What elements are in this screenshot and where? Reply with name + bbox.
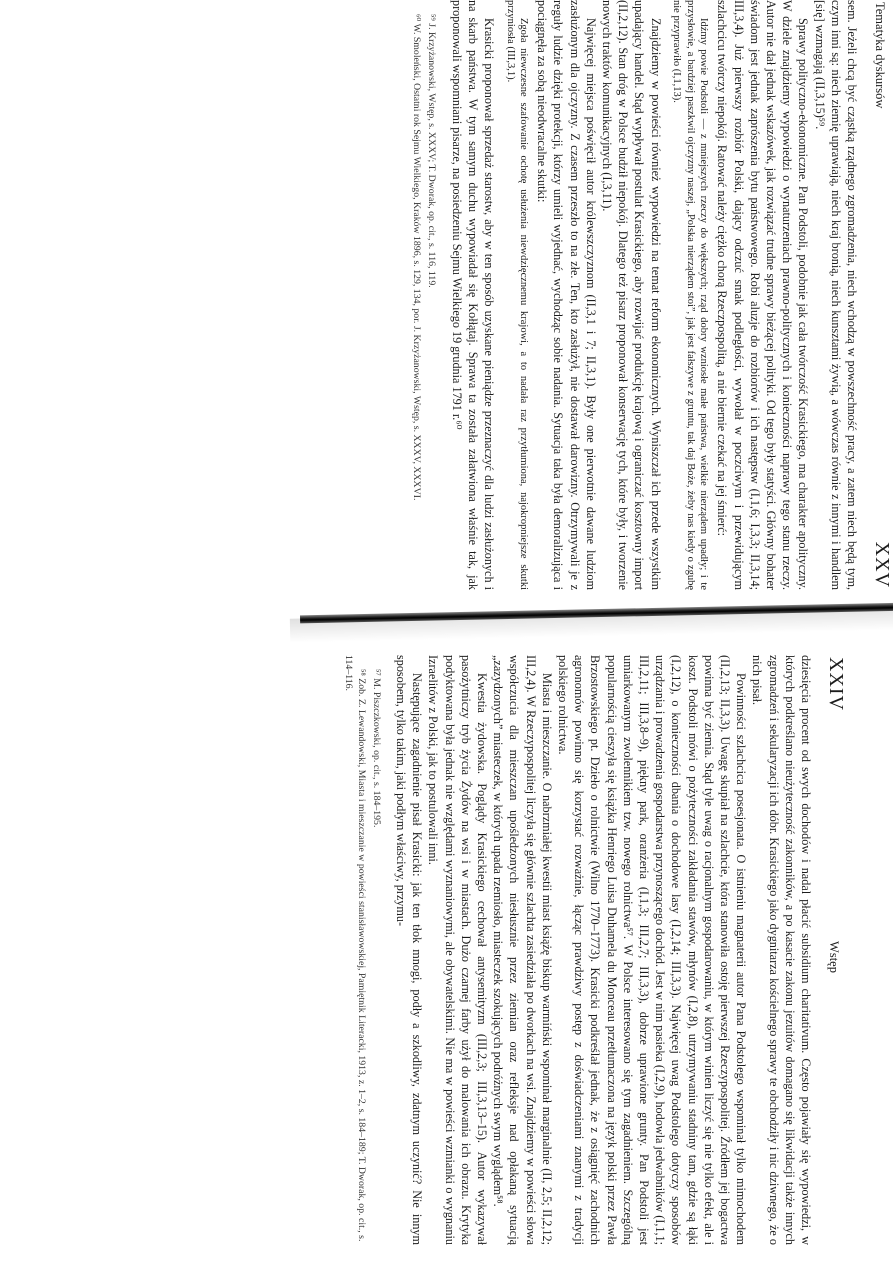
footnote: ⁶⁰ W. Smoleński, Ostatni rok Sejmu Wielkiego, Kraków 1896, s. 129, 134, por. J. Krzyżanowski, Wstęp, s. XXXV, XXXVI.: [411, 14, 423, 501]
paragraph: Sprawy polityczno-ekonomiczne. Pan Podstoli, podobnie jak cała twórczość Krasickiego, ma charakter apolityczny. W dziele znajdziemy wypowiedzi o wynaturzeniach prawno-politycznych i konieczności naprawy tego stanu rzeczy. Autor nie dał jednak wskazówek, jak rozwiązać trudne sprawy bieżącej polityki. Od tego były statyści. Główny bohater świadom jest jednak zaprószenia bytu państwowego. Robi aluzje do rozbiorów i ich następstw (I,1,6; I,3,3; II,3,14; III,3,4). Już pierwszy rozbiór Polski, dający odczuć smak podległości, wywołał w poczciwym i przewidującym szlachcicu twórczy niepokój. Ratować należy ciężko chorą Rzeczpospolitą, a nie biernie czekać na jej śmierć:: [715, 0, 811, 590]
page-number: XXV: [871, 541, 893, 588]
page-xxiv: [67, 655, 847, 1245]
page-body: [393, 655, 814, 1245]
paragraph: Krasicki proponował sprzedaż starostw, aby w ten sposób uzyskane pieniądze przeznaczyć dla ludzi zasłużonych i na skarb państwa. W tym samym duchu wypowiadał się Kołłątaj. Sprawa ta została załatwiona właśnie tak, jak proponowali wspomniani pisarze, na posiedzeniu Sejmu Wielkiego 19 grudnia 1791 r.⁶⁰: [449, 0, 497, 590]
paragraph: Następujące zagadnienie pisał Krasicki: jak ten tłok mnogi, podły a szkodliwy, zdatnym uczynić? Nie innym sposobem, tylko takim, jaki podłym właściwy, przymu-: [393, 655, 425, 1245]
page-header: [870, 0, 893, 590]
footnotes: [410, 0, 438, 590]
paragraph: Znajdziemy w powieści również wypowiedzi na temat reform ekonomicznych. Wyniszczał ich przede wszystkim upadający handel. Stąd wypływał postulat Krasickiego, aby rozwijać produkcję krajową i ograniczać kosztowny import (II,2,12). Stan dróg w Polsce budził niepokój. Dlatego też pisarz proponował konserwację tych, które były, i tworzenie nowych traktów komunikacyjnych (I,3,11).: [600, 0, 663, 590]
footnote: ⁵⁸ Zob. Z. Lewandowski, Miasta i mieszczanie w powieści stanisławowskiej, Pamiętnik Literacki, 1913, z. 1–2, s. 184–189; T. Dworak, op. cit., s. 114–116.: [342, 655, 367, 1242]
page-number: XXIV: [825, 657, 847, 711]
paragraph: Miasta i mieszczanie. O nabrzmiałej kwestii miast książę biskup warmiński wspominał marginalnie (II, 2,5; II,2,12; III,2,4). W Rzeczypospolitej liczyła się głównie szlachta zasiedziała po dworkach na wsi. Znajdziemy w powieści słowa współczucia dla mieszczan upośledzonych niesłusznie przez ziemian oraz refleksje nad opłakaną sytuacją „zazydzonych” miasteczek, w których upada rzemiosło, miasteczek szokujących podróżnych swym wyglądem⁵⁸.: [491, 655, 554, 1245]
footnote: ⁵⁷ M. Piszczkowski, op. cit., s. 184–195.: [370, 669, 382, 828]
running-head: Tematyka dyskursów: [873, 2, 887, 109]
paragraph: dziesięcia procent od swych dochodów i nadal płacić subsidium charitativum. Często pojawiały się wypowiedzi, w których podkreślano nieużyteczność zakonników, a po kasacie zakonu jezuitów domagano się likwidacji także innych zgromadzeń i sekularyzacji ich dóbr. Krasickiego jako dygnitarza kościelnego sprawy te obchodziły i nic dziwnego, że o nich pisał.: [750, 655, 813, 1245]
footnotes: [342, 655, 383, 1245]
paragraph: sem. Jeżeli chcą być cząstką rządnego zgromadzenia, niech wchodzą w powszechność pracy, a zatem niech będą tym, czym inni są: niech ziemię uprawiają, niech kraj bronią, niech kunsztami żywią, a wówczas równie z innymi i handlem [się] wzmagają (II,3,15)⁵⁹.: [812, 0, 859, 590]
paragraph: Najwięcej miejsca poświęcił autor królewszczyznom (II,3,1 i 7; II,3,1). Były one pierwotnie dawane ludziom zasłużonym dla ojczyzny. Z czasem przeszło to na złe. Ten, kto zasłużył, nie dostawał darowizny. Otrzymywali je z reguły ludzie dzięki protekcji, którzy umieli wyjednać, wychodząc sobie nadania. Sytuacja taka była demoralizująca i pociągnęła za sobą nieodwracalne skutki:: [535, 0, 598, 590]
block-quote: Zgoła niewczesne szafowanie ochotę usłużenia niewdzięcznemu krajowi, a to nadała raz przytłumiona, najokropniejsze skutki przyniosła (III,3,1).: [504, 0, 530, 590]
block-quote: Idźmy powie Podstoli — z mniejszych rzeczy do większych; rząd dobry wzniosłe małe państwa, wielkie nierządem upadły; i te przysłowie, a bardziej paszkwil ojczyzny naszej, „Polska nierządem stoi”, jak jest fałszywe z gruntu, tak daj Boże, żeby nas kiedy o zgubę nie przyprawiło (I,1,13).: [671, 0, 710, 590]
page-header: [824, 655, 847, 1245]
page-xxv: [98, 0, 893, 590]
paragraph: Kwestia żydowska. Poglądy Krasickiego cechował antysemityzm (III,2,3; III,3,13–15). Autor wykazywał pasożytniczy tryb życia Żydów na wsi i w miastach. Dużo czarnej farby użył do malowania ich obrazu. Krytyka podyktowana była jednak nie względami wyznaniowymi, ale obywatelskimi. Nie ma w powieści wzmianki o wygnaniu Izraelitów z Polski, jak to postulowali inni.: [426, 655, 489, 1245]
paragraph: Powinności szlachcica posesjonata. O istnieniu magnaterii autor Pana Podstolego wspominał tylko mimochodem (II,2,13; II,3,3). Uwagę skupiał na szlachcie, która stanowiła ostoję pierwszej Rzeczypospolitej. Źródłem jej bogactwa powinna być ziemia. Stąd tyle uwag o racjonalnym gospodarowaniu, w którym winien liczyć się nie tylko efekt, ale i koszt. Podstoli mówi o pożyteczności zakładania stawów, młynów (I,2,8), utrzymywaniu stadniny tam, gdzie są łąki (I,2,12), o konieczności dbania o dochodowe lasy (I,2,14; III,3,3). Najwięcej uwag Podstolego dotyczy sposobów urządzania i prowadzenia gospodarstwa przynoszącego dochód. Jest w nim pasieka (I,2,9), hodowla jedwabników (I,1,1; III,2,11; III,3,8–9), piękny park, oranżeria (I,1,3; III,2,7; III,3,3), dobrze uprawione grunty. Pan Podstoli jest umiarkowanym zwolennikiem tzw. nowego rolnictwa⁵⁷. W Polsce interesowano się tym zagadnieniem. Szczególną popularnością cieszyła się książka Henriego Luisa Duhamela du Monceau przetłumaczona na język polski przez Pawła Brzostowskiego pt. Dzieło o rolnictwie (Wilno 1770–1773). Krasicki podkreślał jednak, że z osiągnięć zachodnich agronomów powinno się korzystać rozważnie, łącząc prawdziwy postęp z doświadczeniami znanymi z tradycji polskiego rolnictwa.: [555, 655, 749, 1245]
running-head: Wstęp: [827, 941, 841, 973]
page-body: [448, 0, 860, 590]
footnote: ⁵⁹ J. Krzyżanowski, Wstęp, s. XXXV; T. Dworak, op. cit., s. 116, 119.: [426, 14, 438, 288]
